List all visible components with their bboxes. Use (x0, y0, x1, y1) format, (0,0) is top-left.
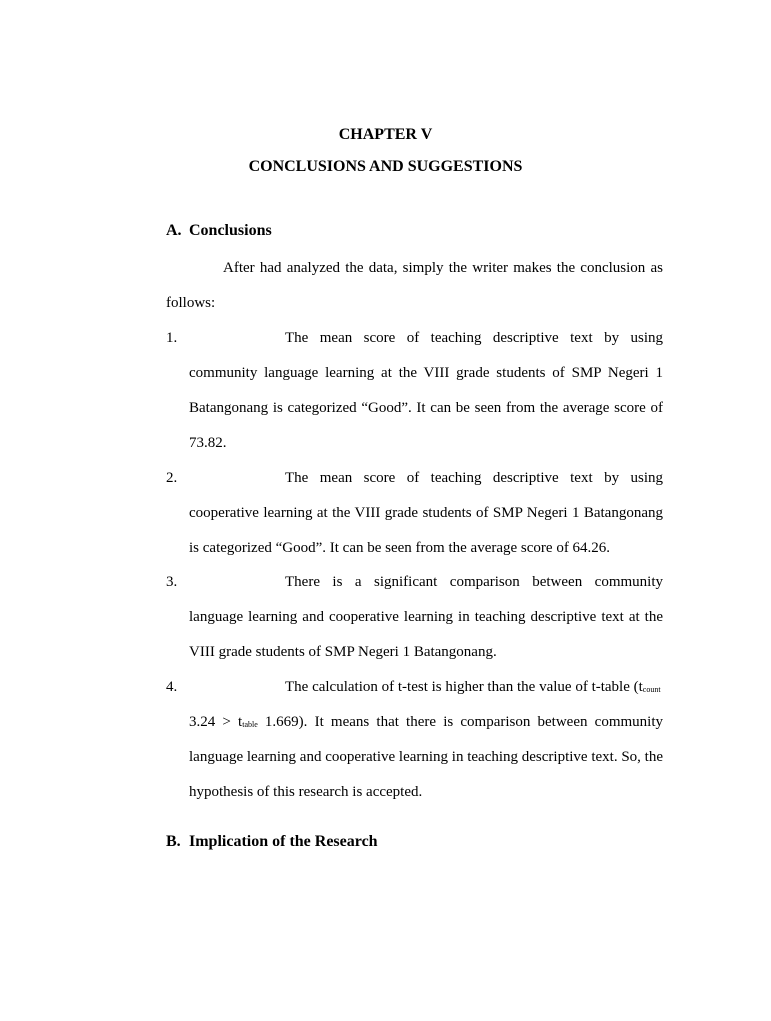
item-3-line-1: There is a significant comparison between community (285, 574, 663, 590)
item-3-line-3: VIII grade students of SMP Negeri 1 Batangonang. (189, 644, 497, 660)
item-1-line-4: 73.82. (189, 435, 227, 451)
chapter-number: CHAPTER V (338, 126, 433, 143)
chapter-title: CONCLUSIONS AND SUGGESTIONS (248, 158, 523, 175)
item-1-line-3: Batangonang is categorized “Good”. It can be seen from the average score of (189, 400, 663, 416)
item-2-number: 2. (166, 470, 178, 486)
section-a-heading (166, 222, 272, 240)
item-4-line-2 (189, 712, 663, 735)
item-1-line-2: community language learning at the VIII grade students of SMP Negeri 1 (189, 365, 663, 381)
item-2-line-2: cooperative learning at the VIII grade students of SMP Negeri 1 Batangonang (189, 505, 663, 521)
t-table-subscript: table (242, 720, 258, 729)
section-b-heading (166, 833, 378, 851)
item-3-line-2: language learning and cooperative learning in teaching descriptive text at the (189, 609, 663, 625)
intro-line-2: follows: (166, 295, 216, 311)
item-4-number: 4. (166, 679, 178, 695)
item-4-line-4: hypothesis of this research is accepted. (189, 784, 423, 800)
section-b-letter: B. (166, 833, 181, 850)
item-4-line-2-start: 3.24 > t (189, 714, 243, 730)
item-4-line-1 (285, 677, 663, 700)
item-2-line-3: is categorized “Good”. It can be seen from the average score of 64.26. (189, 540, 611, 556)
item-2-line-1: The mean score of teaching descriptive text by using (285, 470, 663, 486)
t-count-subscript: count (642, 685, 661, 694)
item-4-line-2-rest: 1.669). It means that there is comparison between community (257, 714, 663, 730)
section-b-title: Implication of the Research (189, 833, 378, 850)
item-4-line-1-text: The calculation of t-test is higher than the value of t-table (t (285, 679, 643, 695)
intro-line-1: After had analyzed the data, simply the writer makes the conclusion as (223, 260, 663, 276)
item-4-line-3: language learning and cooperative learning in teaching descriptive text. So, the (189, 749, 663, 765)
section-a-letter: A. (166, 222, 182, 239)
section-a-title: Conclusions (189, 222, 272, 239)
item-3-number: 3. (166, 574, 178, 590)
item-1-number: 1. (166, 330, 178, 346)
item-1-line-1: The mean score of teaching descriptive text by using (285, 330, 663, 346)
